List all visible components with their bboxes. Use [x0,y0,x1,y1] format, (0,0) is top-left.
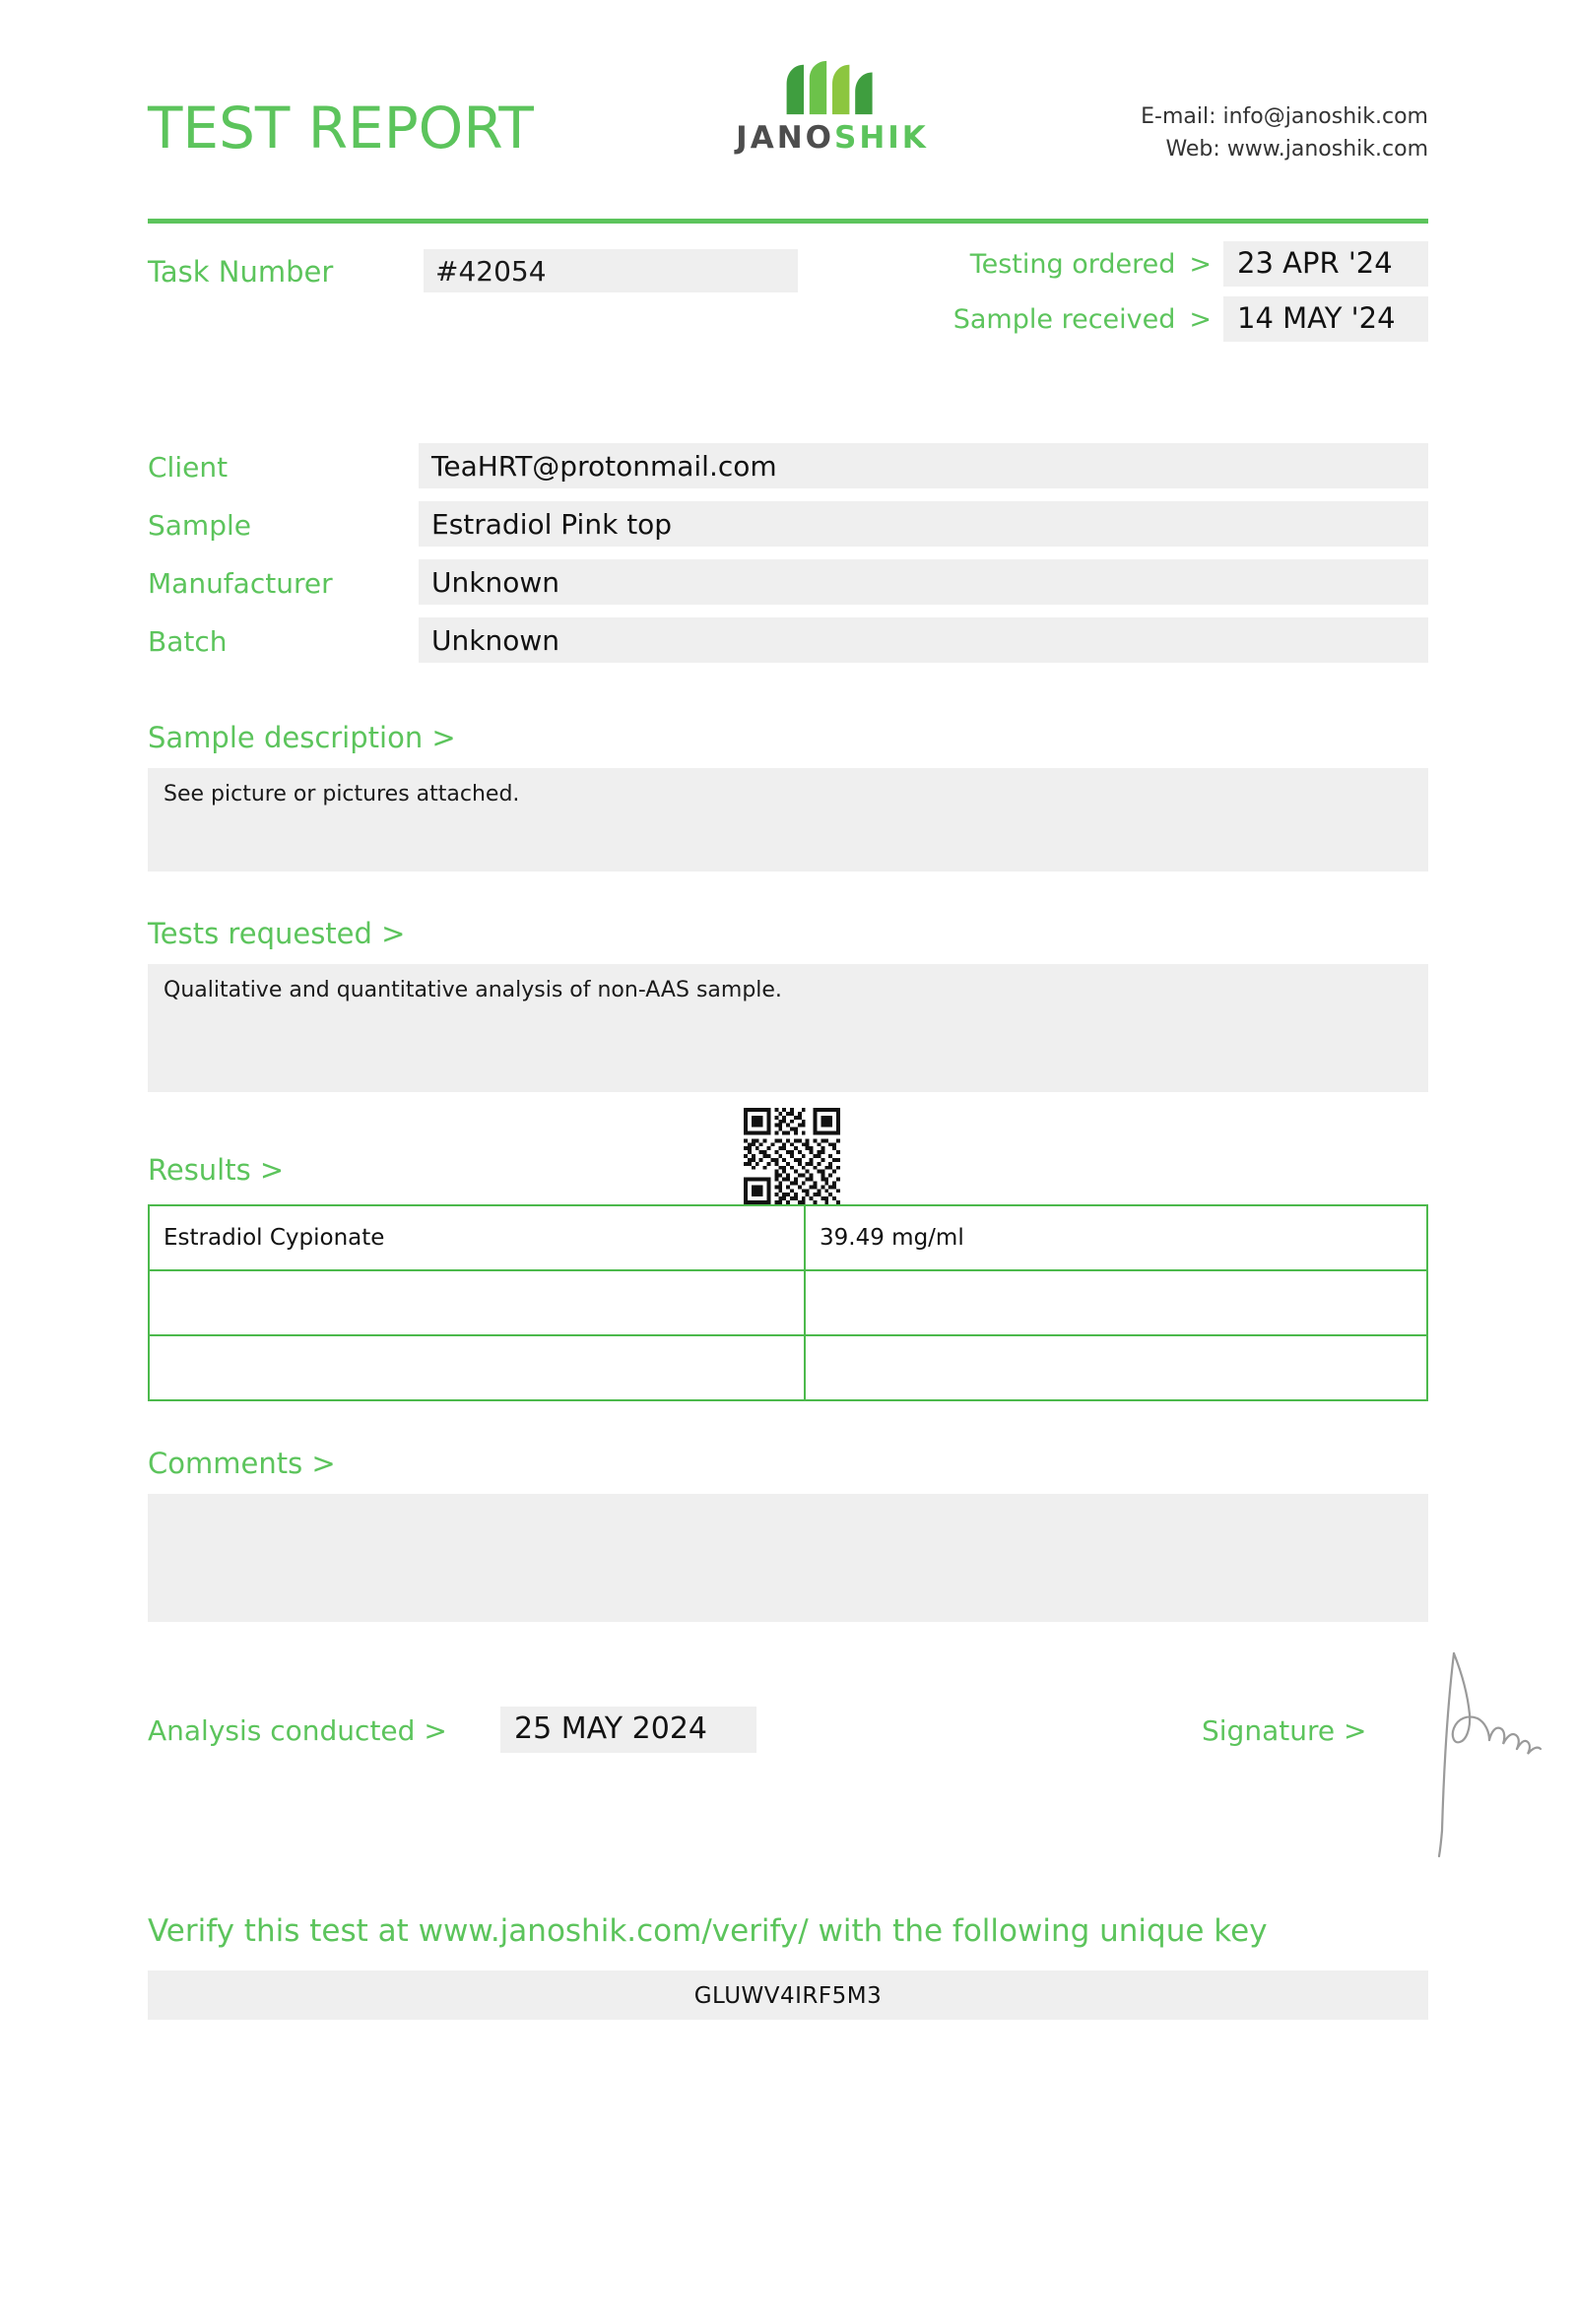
info-fields [148,443,1428,676]
field-batch-value: Unknown [419,617,1428,663]
sample-received-value: 14 MAY '24 [1223,296,1428,342]
results-header [148,1135,1428,1204]
table-row [149,1205,1427,1270]
testing-ordered-chevron-icon: > [1189,248,1212,280]
brand-word-first: JANO [736,120,834,156]
tests-requested-title: Tests requested > [148,917,406,950]
brand-wordmark [704,120,960,156]
field-sample-label: Sample [148,509,251,542]
sample-description-section [148,721,1428,872]
analysis-signature-row [148,1673,1428,1870]
field-client-value: TeaHRT@protonmail.com [419,443,1428,488]
table-row [149,1335,1427,1400]
qr-code-icon [739,1108,845,1204]
field-batch [148,617,1428,676]
tests-requested-text: Qualitative and quantitative analysis of non-AAS sample. [148,964,1428,1092]
sample-description-text: See picture or pictures attached. [148,768,1428,872]
tests-requested-section [148,917,1428,1092]
sample-received-label: Sample received [952,303,1176,335]
dates-block [953,241,1428,352]
field-batch-label: Batch [148,625,228,658]
sample-description-title: Sample description > [148,721,456,754]
task-and-dates-row [148,241,1428,369]
contact-web: Web: www.janoshik.com [1165,137,1428,161]
field-manufacturer [148,559,1428,617]
page-title: TEST REPORT [148,95,534,161]
field-manufacturer-value: Unknown [419,559,1428,605]
mountains-logo-icon [775,59,889,116]
sample-received-chevron-icon: > [1189,303,1212,335]
task-number-value: #42054 [424,249,798,292]
field-manufacturer-label: Manufacturer [148,567,333,600]
contact-email: E-mail: info@janoshik.com [1141,104,1428,129]
result-substance [149,1335,805,1400]
task-number-label: Task Number [148,255,334,289]
testing-ordered-row [953,241,1428,287]
result-amount [805,1270,1427,1335]
verify-text: Verify this test at www.janoshik.com/verify/ with the following unique key [148,1913,1268,1949]
field-sample [148,501,1428,559]
signature-image [1418,1634,1556,1860]
results-table [148,1204,1428,1401]
comments-title: Comments > [148,1447,336,1480]
unique-key: GLUWV4IRF5M3 [148,1970,1428,2020]
field-client [148,443,1428,501]
result-substance [149,1270,805,1335]
comments-text [148,1494,1428,1622]
sample-received-row [953,296,1428,342]
results-title: Results > [148,1153,285,1187]
table-row [149,1270,1427,1335]
analysis-conducted-label: Analysis conducted > [148,1714,447,1747]
testing-ordered-label: Testing ordered [969,248,1176,280]
result-amount [805,1335,1427,1400]
result-amount: 39.49 mg/ml [805,1205,1427,1270]
field-sample-value: Estradiol Pink top [419,501,1428,547]
report-header [148,0,1428,197]
brand-logo [704,59,960,156]
contact-block [1141,100,1428,165]
signature-label: Signature > [1202,1714,1367,1747]
analysis-conducted-date: 25 MAY 2024 [500,1707,756,1753]
field-client-label: Client [148,451,229,484]
header-divider [148,219,1428,224]
testing-ordered-value: 23 APR '24 [1223,241,1428,287]
result-substance: Estradiol Cypionate [149,1205,805,1270]
brand-word-second: SHIK [834,120,929,156]
